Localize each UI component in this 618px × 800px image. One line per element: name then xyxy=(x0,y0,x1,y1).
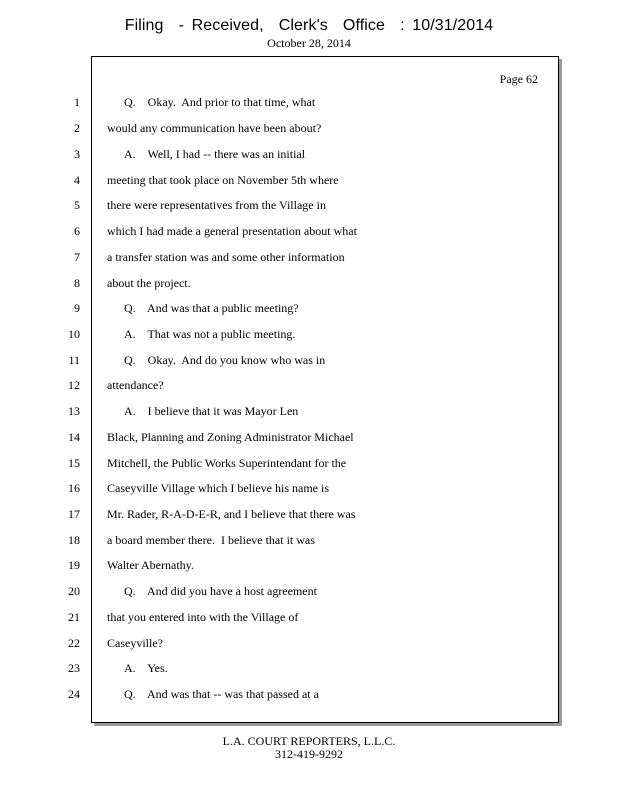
line-text: Q. And did you have a host agreement xyxy=(124,584,317,598)
line-number: 20 xyxy=(68,584,80,598)
line-number: 13 xyxy=(68,404,80,418)
line-number: 24 xyxy=(68,687,80,701)
line-text: Black, Planning and Zoning Administrator Michael xyxy=(107,430,354,444)
footer-phone: 312-419-9292 xyxy=(275,747,343,761)
line-text: Mr. Rader, R-A-D-E-R, and I believe that there was xyxy=(107,507,356,521)
line-text: would any communication have been about? xyxy=(107,121,322,135)
line-number: 1 xyxy=(74,95,80,109)
line-text: A. Yes. xyxy=(124,661,168,675)
line-number: 18 xyxy=(68,533,80,547)
transcript-line xyxy=(0,377,618,393)
line-number: 8 xyxy=(74,276,80,290)
line-text: Walter Abernathy. xyxy=(107,558,194,572)
transcript-line xyxy=(0,609,618,625)
line-number: 2 xyxy=(74,121,80,135)
footer-company: L.A. COURT REPORTERS, L.L.C. xyxy=(222,734,396,748)
line-number: 19 xyxy=(68,558,80,572)
transcript-line xyxy=(0,635,618,651)
transcript-line xyxy=(0,223,618,239)
line-number: 22 xyxy=(68,636,80,650)
transcript-line xyxy=(0,557,618,573)
line-text: A. Well, I had -- there was an initial xyxy=(124,147,306,161)
line-number: 12 xyxy=(68,378,80,392)
line-text: Mitchell, the Public Works Superintendant for the xyxy=(107,456,347,470)
line-number: 3 xyxy=(74,147,80,161)
line-text: there were representatives from the Village in xyxy=(107,198,326,212)
line-number: 4 xyxy=(74,173,80,187)
line-number: 14 xyxy=(68,430,80,444)
line-text: that you entered into with the Village of xyxy=(107,610,299,624)
document-date: October 28, 2014 xyxy=(267,36,351,50)
line-text: A. I believe that it was Mayor Len xyxy=(124,404,299,418)
line-text: Q. And was that a public meeting? xyxy=(124,301,299,315)
line-text: Q. And was that -- was that passed at a xyxy=(124,687,319,701)
transcript-line xyxy=(0,686,618,702)
transcript-line xyxy=(0,583,618,599)
transcript-line xyxy=(0,480,618,496)
line-number: 10 xyxy=(68,327,80,341)
transcript-line xyxy=(0,429,618,445)
transcript-line xyxy=(0,506,618,522)
transcript-line xyxy=(0,94,618,110)
line-text: Q. Okay. And prior to that time, what xyxy=(124,95,316,109)
transcript-line xyxy=(0,326,618,342)
line-text: about the project. xyxy=(107,276,191,290)
line-number: 16 xyxy=(68,481,80,495)
page-number: Page 62 xyxy=(499,72,538,86)
transcript-line xyxy=(0,403,618,419)
transcript-line xyxy=(0,249,618,265)
filing-stamp: Filing - Received, Clerk's Office : 10/31/2014 xyxy=(124,17,494,34)
transcript-line xyxy=(0,120,618,136)
line-text: meeting that took place on November 5th where xyxy=(107,173,339,187)
transcript-line xyxy=(0,660,618,676)
line-text: a board member there. I believe that it was xyxy=(107,533,315,547)
line-text: Caseyville Village which I believe his name is xyxy=(107,481,329,495)
transcript-line xyxy=(0,172,618,188)
transcript-line xyxy=(0,146,618,162)
line-number: 9 xyxy=(74,301,80,315)
line-number: 5 xyxy=(74,198,80,212)
line-number: 17 xyxy=(68,507,80,521)
line-number: 7 xyxy=(74,250,80,264)
line-number: 6 xyxy=(74,224,80,238)
line-number: 21 xyxy=(68,610,80,624)
line-number: 15 xyxy=(68,456,80,470)
line-text: which I had made a general presentation about what xyxy=(107,224,357,238)
line-text: attendance? xyxy=(107,378,164,392)
transcript-line xyxy=(0,275,618,291)
transcript-line xyxy=(0,300,618,316)
line-text: a transfer station was and some other information xyxy=(107,250,345,264)
line-text: Caseyville? xyxy=(107,636,163,650)
transcript-line xyxy=(0,455,618,471)
line-number: 11 xyxy=(68,353,80,367)
transcript-line xyxy=(0,197,618,213)
line-text: A. That was not a public meeting. xyxy=(124,327,296,341)
transcript-line xyxy=(0,352,618,368)
line-number: 23 xyxy=(68,661,80,675)
transcript-line xyxy=(0,532,618,548)
line-text: Q. Okay. And do you know who was in xyxy=(124,353,326,367)
